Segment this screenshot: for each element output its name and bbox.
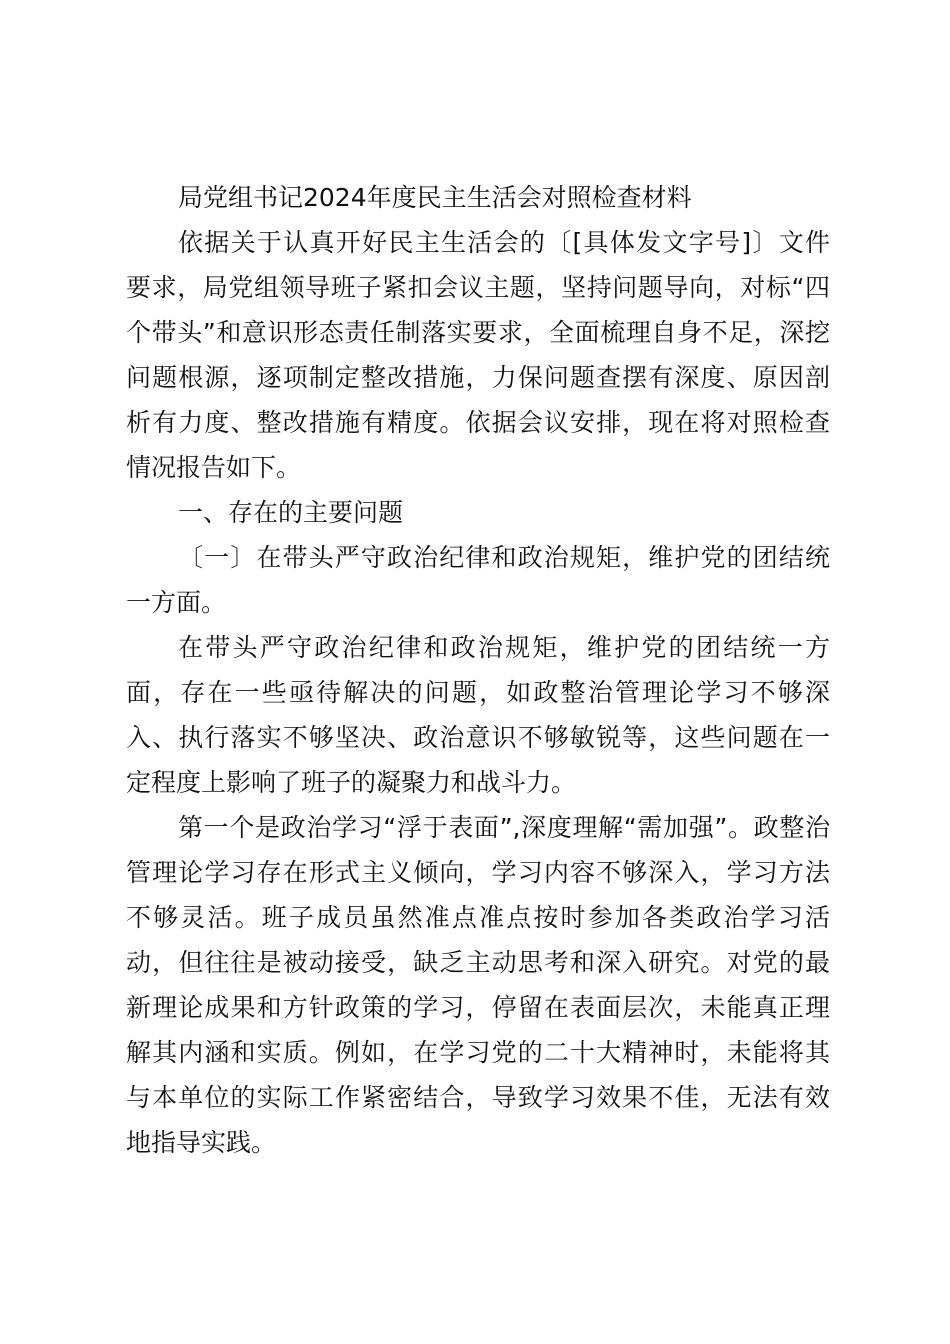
paragraph-2-line-5: 新理论成果和方针政策的学习，停留在表面层次，未能真正理 [126,993,830,1022]
paragraph-2-line-1: 第一个是政治学习“浮于表面”,深度理解“需加强”。政整治 [178,813,830,842]
paragraph-1-line-1: 在带头严守政治纪律和政治规矩，维护党的团结统一方 [178,633,830,662]
intro-line-1: 依据关于认真开好民主生活会的〔[具体发文字号]〕文件 [178,228,830,257]
intro-line-2: 要求，局党组领导班子紧扣会议主题，坚持问题导向，对标“四 [126,273,830,302]
intro-line-3: 个带头”和意识形态责任制落实要求，全面梳理自身不足，深挖 [126,318,830,347]
intro-line-6: 情况报告如下。 [126,453,302,482]
paragraph-2-line-4: 动，但往往是被动接受，缺乏主动思考和深入研究。对党的最 [126,948,830,977]
paragraph-2-line-6: 解其内涵和实质。例如，在学习党的二十大精神时，未能将其 [126,1038,830,1067]
intro-line-5: 析有力度、整改措施有精度。依据会议安排，现在将对照检查 [126,408,830,437]
paragraph-1-line-2: 面，存在一些亟待解决的问题，如政整治管理论学习不够深 [126,678,830,707]
intro-line-4: 问题根源，逐项制定整改措施，力保问题查摆有深度、原因剖 [126,363,830,392]
paragraph-2-line-7: 与本单位的实际工作紧密结合，导致学习效果不佳，无法有效 [126,1083,830,1112]
paragraph-1-line-4: 定程度上影响了班子的凝聚力和战斗力。 [126,768,577,797]
paragraph-2-line-2: 管理论学习存在形式主义倾向，学习内容不够深入，学习方法 [126,858,830,887]
section-heading: 一、存在的主要问题 [178,498,404,527]
subsection-heading-line-1: 〔一〕在带头严守政治纪律和政治规矩，维护党的团结统 [178,543,830,572]
paragraph-2-line-3: 不够灵活。班子成员虽然准点准点按时参加各类政治学习活 [126,903,830,932]
subsection-heading-line-2: 一方面。 [126,588,227,617]
paragraph-2-line-8: 地指导实践。 [126,1128,277,1157]
paragraph-1-line-3: 入、执行落实不够坚决、政治意识不够敏锐等，这些问题在一 [126,723,830,752]
document-title: 局党组书记2024年度民主生活会对照检查材料 [178,183,692,212]
